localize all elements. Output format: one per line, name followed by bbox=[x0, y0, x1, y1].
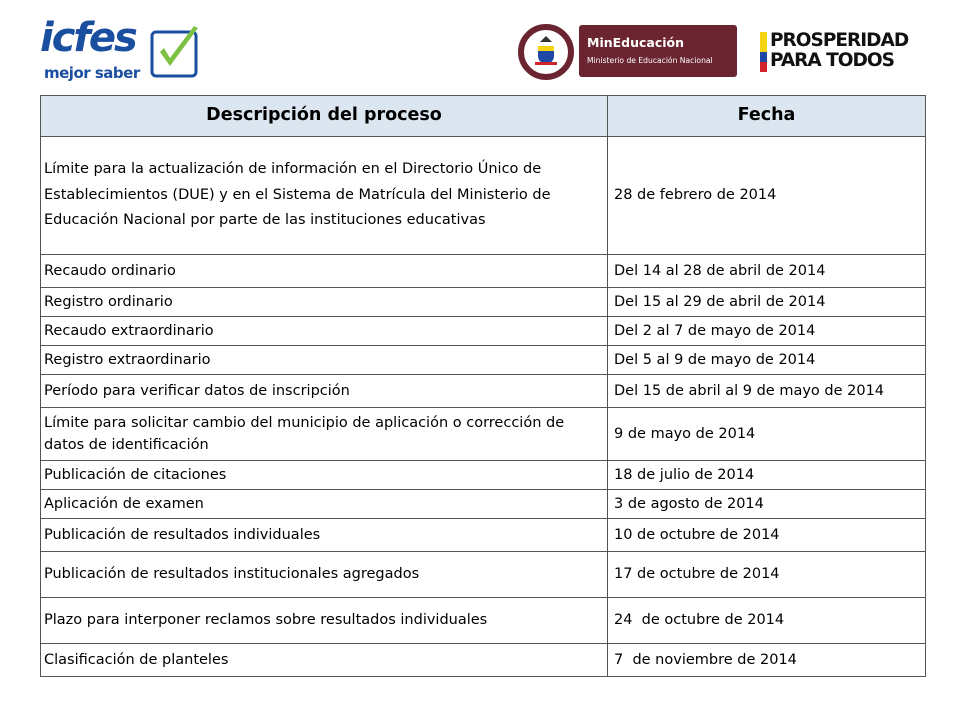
process-date: 3 de agosto de 2014 bbox=[608, 490, 926, 519]
column-header-date: Fecha bbox=[608, 96, 926, 137]
process-date: Del 15 de abril al 9 de mayo de 2014 bbox=[608, 375, 926, 408]
table-row bbox=[41, 552, 926, 598]
coat-of-arms-icon bbox=[518, 24, 574, 80]
process-description: Registro extraordinario bbox=[41, 346, 608, 375]
process-description: Recaudo extraordinario bbox=[41, 317, 608, 346]
page-header bbox=[0, 0, 960, 92]
process-description: Publicación de resultados individuales bbox=[41, 519, 608, 552]
table-row bbox=[41, 346, 926, 375]
table-row bbox=[41, 598, 926, 644]
process-date: 9 de mayo de 2014 bbox=[608, 408, 926, 461]
process-description: Publicación de resultados institucionales agregados bbox=[41, 552, 608, 598]
process-date: 24 de octubre de 2014 bbox=[608, 598, 926, 644]
process-description: Período para verificar datos de inscripción bbox=[41, 375, 608, 408]
table-row bbox=[41, 375, 926, 408]
mineducacion-logo bbox=[579, 25, 737, 77]
prosperidad-logo bbox=[760, 32, 920, 74]
table-header-row bbox=[41, 96, 926, 137]
process-description: Límite para solicitar cambio del municipio de aplicación o corrección de datos de identificación bbox=[41, 408, 608, 461]
prosperidad-line1: PROSPERIDAD bbox=[770, 30, 909, 51]
process-date: 7 de noviembre de 2014 bbox=[608, 644, 926, 677]
process-description: Plazo para interponer reclamos sobre resultados individuales bbox=[41, 598, 608, 644]
table-row bbox=[41, 490, 926, 519]
process-description: Recaudo ordinario bbox=[41, 255, 608, 288]
process-date: Del 15 al 29 de abril de 2014 bbox=[608, 288, 926, 317]
mineducacion-title: MinEducación bbox=[587, 35, 685, 50]
table-row bbox=[41, 461, 926, 490]
process-date: 17 de octubre de 2014 bbox=[608, 552, 926, 598]
process-date: Del 14 al 28 de abril de 2014 bbox=[608, 255, 926, 288]
table-row bbox=[41, 317, 926, 346]
process-date: 18 de julio de 2014 bbox=[608, 461, 926, 490]
process-description: Límite para la actualización de información en el Directorio Único de Establecimientos (DUE) y en el Sistema de Matrícula del Ministerio de Educación Nacional por parte de las instituciones educativas bbox=[41, 137, 608, 255]
process-description: Aplicación de examen bbox=[41, 490, 608, 519]
schedule-table bbox=[40, 95, 926, 677]
process-date: 10 de octubre de 2014 bbox=[608, 519, 926, 552]
icfes-tagline: mejor saber bbox=[44, 64, 140, 82]
process-description: Publicación de citaciones bbox=[41, 461, 608, 490]
mineducacion-subtitle: Ministerio de Educación Nacional bbox=[587, 56, 713, 65]
colombia-flag-icon bbox=[760, 32, 767, 72]
process-date: Del 5 al 9 de mayo de 2014 bbox=[608, 346, 926, 375]
process-date: 28 de febrero de 2014 bbox=[608, 137, 926, 255]
icfes-wordmark: icfes bbox=[40, 15, 136, 61]
table-row bbox=[41, 255, 926, 288]
table-row bbox=[41, 644, 926, 677]
check-mark-icon bbox=[150, 26, 200, 78]
process-description: Registro ordinario bbox=[41, 288, 608, 317]
process-date: Del 2 al 7 de mayo de 2014 bbox=[608, 317, 926, 346]
table-row bbox=[41, 519, 926, 552]
table-row bbox=[41, 408, 926, 461]
prosperidad-line2: PARA TODOS bbox=[770, 50, 894, 71]
process-description: Clasificación de planteles bbox=[41, 644, 608, 677]
table-row bbox=[41, 137, 926, 255]
column-header-description: Descripción del proceso bbox=[41, 96, 608, 137]
icfes-logo bbox=[40, 15, 210, 84]
table-row bbox=[41, 288, 926, 317]
